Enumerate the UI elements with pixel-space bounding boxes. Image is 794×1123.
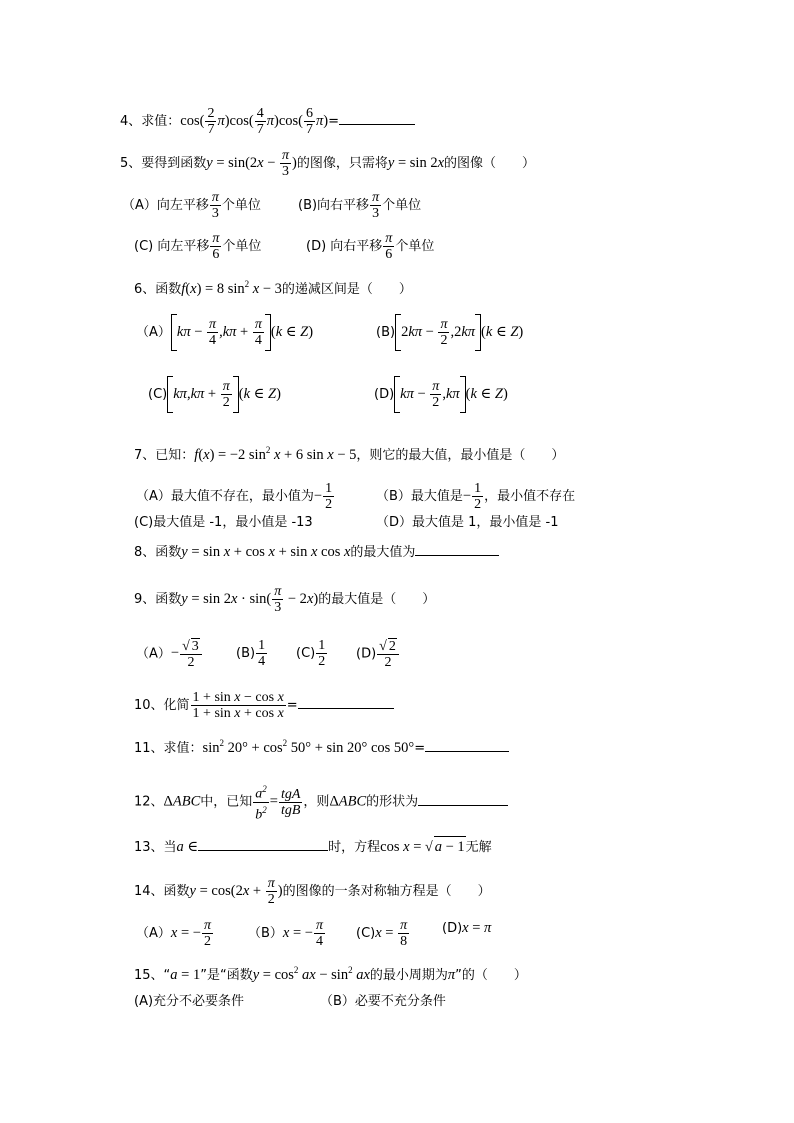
q12-answer-blank[interactable]: [418, 793, 508, 806]
q7-option-a[interactable]: （A）最大值不存在，最小值为− $\frac{1}{2}$: [136, 481, 333, 512]
q5-option-d[interactable]: (D) 向右平移 $\frac{\pi}{6}$ 个单位: [306, 231, 435, 262]
q8-function: y = sin x + cos x + sin x cos x: [181, 544, 351, 560]
q7-option-d[interactable]: （D）最大值是 1，最小值是 -1: [376, 515, 559, 530]
q5-base-function: y = sin 2x: [387, 154, 445, 171]
q10-answer-blank[interactable]: [298, 696, 394, 709]
q15-option-b[interactable]: （B）必要不充分条件: [320, 994, 446, 1009]
q5-function: y = sin(2x − $\frac{\pi}{3}$ ): [206, 148, 297, 179]
q9-option-d[interactable]: (D) $\frac{√ 2}{2}$: [356, 638, 400, 670]
q5-option-c[interactable]: (C) 向左平移 $\frac{\pi}{6}$ 个单位: [134, 231, 262, 262]
q15-option-a[interactable]: (A)充分不必要条件: [134, 994, 245, 1009]
q9-option-b[interactable]: (B) $\frac{1}{4}$: [236, 638, 266, 669]
q4-label: 4、求值：: [120, 113, 181, 129]
q8-answer-blank[interactable]: [415, 543, 499, 556]
q14-function: y = cos(2x + $\frac{\pi}{2}$ ): [189, 876, 283, 907]
q5-label: 5、要得到函数: [120, 155, 207, 171]
q9-option-a[interactable]: （A）− $\frac{√ 3}{2}$: [136, 638, 203, 670]
q6-option-a[interactable]: （A） kπ − $\frac{\pi}{4}$ ,kπ + $\frac{\pi}{4}$ (k ∈ Z): [136, 314, 313, 351]
q14-option-b[interactable]: （B）x = − $\frac{\pi}{4}$: [248, 918, 323, 949]
q9-function: y = sin 2x · sin( $\frac{\pi}{3}$ − 2x): [181, 584, 319, 615]
q4-expression: cos( $\frac{2}{7}$ π)cos( $\frac{4}{7}$ π)cos( $\frac{6}{7}$ π): [180, 106, 329, 137]
q7-option-b[interactable]: （B）最大值是− $\frac{1}{2}$ ，最小值不存在: [376, 481, 576, 512]
q13-answer-blank[interactable]: [198, 838, 328, 851]
q11-expression: $\sin^2 20^\circ + \cos^2 50^\circ + \sin 20^\circ$ cos 50°: [202, 738, 415, 756]
q6-option-b[interactable]: (B) 2kπ − $\frac{\pi}{2}$ ,2kπ (k ∈ Z): [376, 314, 523, 351]
q9-option-c[interactable]: (C) $\frac{1}{2}$: [296, 638, 326, 669]
q7-function: f(x) = −2 $\sin^2 x + 6$ sin x − 5: [194, 445, 357, 463]
question-12: 12、ΔABC中，已知 $\frac{a^2}{b^2}$ = tgA tgB ，则ΔABC的形状为: [134, 782, 508, 822]
question-5: 5、要得到函数y = sin(2x − $\frac{\pi}{3}$ )的图像，只需将y = sin 2x的图像（ ）: [120, 148, 536, 179]
question-13: 13、当a ∈ 时，方程cos x = √ a − 1无解: [134, 836, 492, 858]
q14-option-d[interactable]: (D)x = π: [442, 920, 492, 936]
question-8: 8、函数y = sin x + cos x + sin x cos x的最大值为: [134, 542, 499, 563]
q13-equation: cos x = √ a − 1: [380, 839, 465, 855]
question-7: 7、已知：f(x) = −2 $\sin^2 x + 6$ sin x − 5，则它的最大值，最小值是（ ）: [134, 445, 565, 463]
q6-option-c[interactable]: (C) kπ,kπ + $\frac{\pi}{2}$ (k ∈ Z): [148, 376, 281, 413]
q14-option-a[interactable]: （A）x = − $\frac{\pi}{2}$: [136, 918, 211, 949]
q12-right-fraction: tgA tgB: [280, 786, 301, 818]
question-4: 4、求值：cos( $\frac{2}{7}$ π)cos( $\frac{4}{7}$ π)cos( $\frac{6}{7}$ π)=: [120, 106, 415, 137]
q15-function: $y = \cos^2$ ax − $\sin^2$ ax: [252, 965, 370, 983]
q5-option-a[interactable]: （A）向左平移 $\frac{\pi}{3}$ 个单位: [122, 190, 261, 221]
q6-function: f(x) = 8 $\sin^2 x - 3$: [181, 279, 282, 297]
q10-fraction: $\frac{\text{1 + sin x − cos x}}{\text{1 + sin x + cos x}}$: [192, 690, 284, 721]
question-14: 14、函数y = cos(2x + $\frac{\pi}{2}$ )的图像的一条对称轴方程是（ ）: [134, 876, 491, 907]
question-15: 15、“a = 1”是“函数$y = \cos^2$ ax − $\sin^2$ ax的最小周期为π”的（ ）: [134, 965, 527, 983]
q14-option-c[interactable]: (C)x = $\frac{\pi}{8}$: [356, 918, 408, 949]
question-10: 10、化简 $\frac{\text{1 + sin x − cos x}}{\text{1 + sin x + cos x}}$ =: [134, 690, 394, 721]
q5-option-b[interactable]: (B)向右平移 $\frac{\pi}{3}$ 个单位: [298, 190, 422, 221]
q4-answer-blank[interactable]: [339, 112, 415, 125]
q7-option-c[interactable]: (C)最大值是 -1，最小值是 -13: [134, 515, 313, 530]
q11-answer-blank[interactable]: [425, 739, 509, 752]
q6-option-d[interactable]: (D) kπ − $\frac{\pi}{2}$ ,kπ (k ∈ Z): [374, 376, 508, 413]
question-9: 9、函数y = sin 2x · sin( $\frac{\pi}{3}$ − 2x)的最大值是（ ）: [134, 584, 436, 615]
q12-left-fraction: $\frac{a^2}{b^2}$: [255, 784, 267, 823]
question-11: 11、求值：$\sin^2 20^\circ + \cos^2 50^\circ + \sin 20^\circ$ cos 50°=: [134, 733, 509, 759]
question-6: 6、函数f(x) = 8 $\sin^2 x - 3$的递减区间是（ ）: [134, 279, 412, 297]
